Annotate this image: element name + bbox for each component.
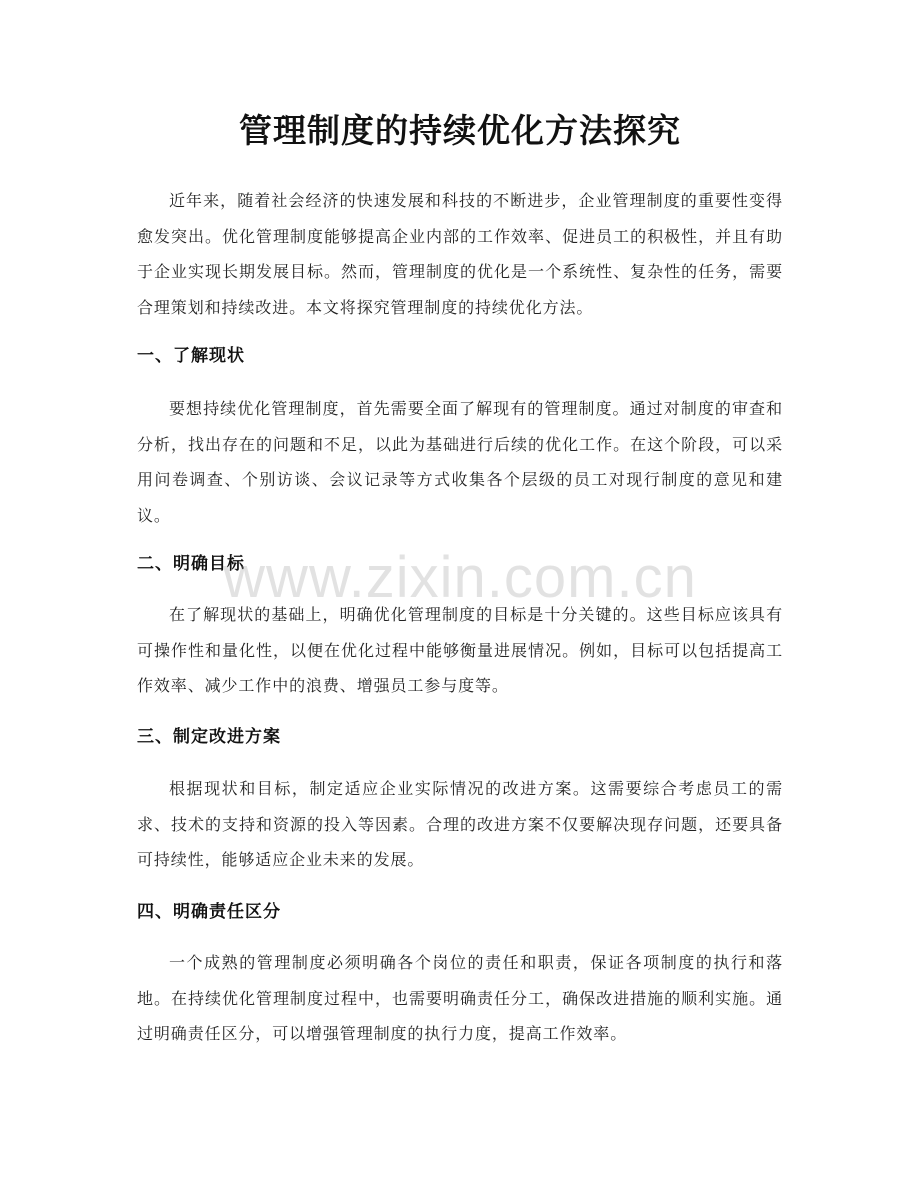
section-body-4: 一个成熟的管理制度必须明确各个岗位的责任和职责，保证各项制度的执行和落地。在持续优化管理制度过程中，也需要明确责任分工，确保改进措施的顺利实施。通过明确责任区分，可以增强管理制度的执行力度，提高工作效率。 [137,953,783,1043]
section-heading-4: 四、明确责任区分 [137,902,281,922]
section-heading-3: 三、制定改进方案 [137,727,281,747]
section-body-3: 根据现状和目标，制定适应企业实际情况的改进方案。这需要综合考虑员工的需求、技术的支持和资源的投入等因素。合理的改进方案不仅要解决现存问题，还要具备可持续性，能够适应企业未来的发展。 [137,779,783,869]
section-body-1: 要想持续优化管理制度，首先需要全面了解现有的管理制度。通过对制度的审查和分析，找出存在的问题和不足，以此为基础进行后续的优化工作。在这个阶段，可以采用问卷调查、个别访谈、会议记录等方式收集各个层级的员工对现行制度的意见和建议。 [137,399,783,525]
section-heading-1: 一、了解现状 [137,346,245,366]
intro-paragraph: 近年来，随着社会经济的快速发展和科技的不断进步，企业管理制度的重要性变得愈发突出。优化管理制度能够提高企业内部的工作效率、促进员工的积极性，并且有助于企业实现长期发展目标。然而，管理制度的优化是一个系统性、复杂性的任务，需要合理策划和持续改进。本文将探究管理制度的持续优化方法。 [137,191,783,317]
section-body-2: 在了解现状的基础上，明确优化管理制度的目标是十分关键的。这些目标应该具有可操作性和量化性，以便在优化过程中能够衡量进展情况。例如，目标可以包括提高工作效率、减少工作中的浪费、增强员工参与度等。 [137,605,783,695]
document-title: 管理制度的持续优化方法探究 [239,111,681,150]
section-heading-2: 二、明确目标 [137,554,245,574]
watermark: www.zixin.com.cn [223,545,697,610]
